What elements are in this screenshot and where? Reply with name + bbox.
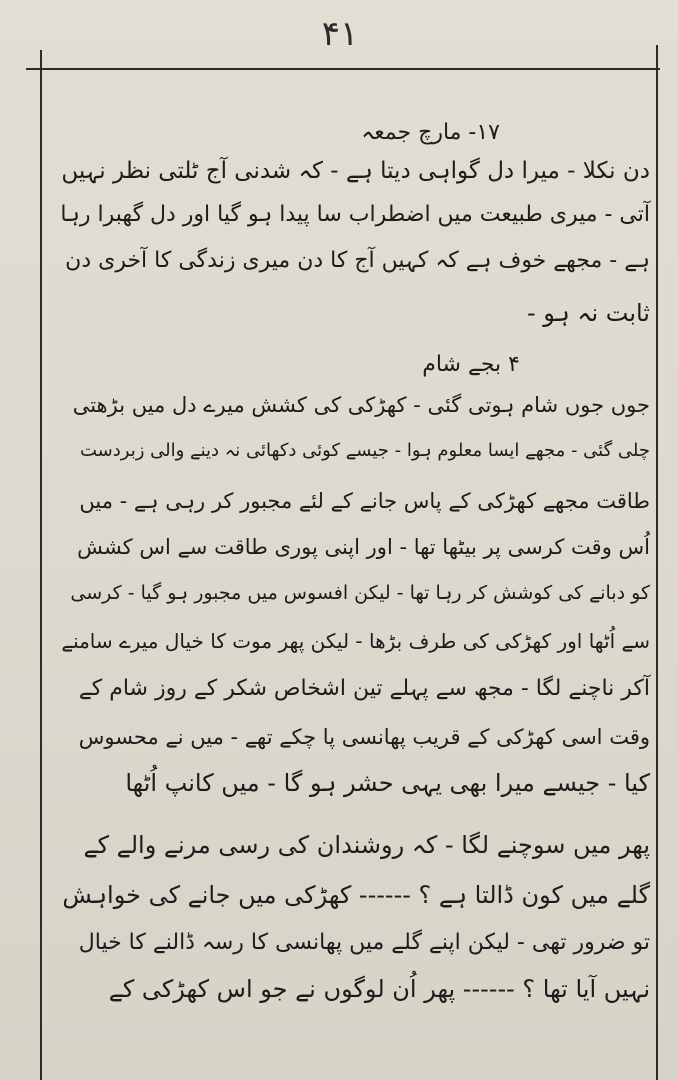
text-line: ثابت نہ ہو - bbox=[527, 299, 650, 327]
text-line: ہے - مجھے خوف ہے کہ کہیں آج کا دن میری زندگی کا آخری دن bbox=[65, 248, 650, 273]
text-line: طاقت مجھے کھڑکی کے پاس جانے کے لئے مجبور کر رہی ہے - میں bbox=[79, 489, 650, 513]
text-line: چلی گئی - مجھے ایسا معلوم ہوا - جیسے کوئی دکھائی نہ دینے والی زبردست bbox=[80, 440, 650, 461]
text-line: پھر میں سوچنے لگا - کہ روشندان کی رسی مرنے والے کے bbox=[83, 831, 650, 859]
frame-left-border bbox=[40, 50, 42, 1080]
text-line: کو دبانے کی کوشش کر رہا تھا - لیکن افسوس میں مجبور ہو گیا - کرسی bbox=[70, 582, 650, 604]
time-heading: ۴ بجے شام bbox=[422, 352, 520, 377]
text-line: دن نکلا - میرا دل گواہی دیتا ہے - کہ شدنی آج ٹلتی نظر نہیں bbox=[61, 158, 650, 184]
text-line: نہیں آیا تھا ؟ ------ پھر اُن لوگوں نے جو اس کھڑکی کے bbox=[108, 975, 650, 1003]
date-heading: ۱۷- مارچ جمعہ bbox=[361, 120, 500, 145]
page-number: ۴۱ bbox=[321, 14, 359, 54]
text-line: وقت اسی کھڑکی کے قریب پھانسی پا چکے تھے - میں نے محسوس bbox=[78, 725, 650, 749]
text-line: آکر ناچنے لگا - مجھ سے پہلے تین اشخاص شکر کے روز شام کے bbox=[78, 676, 650, 701]
text-line: تو ضرور تھی - لیکن اپنے گلے میں پھانسی کا رسہ ڈالنے کا خیال bbox=[78, 930, 650, 955]
frame-top-border bbox=[26, 68, 660, 70]
text-line: جوں جوں شام ہوتی گئی - کھڑکی کی کشش میرے دل میں بڑھتی bbox=[72, 393, 650, 417]
text-line: اُس وقت کرسی پر بیٹھا تھا - اور اپنی پوری طاقت سے اس کشش bbox=[77, 535, 650, 559]
text-line: آتی - میری طبیعت میں اضطراب سا پیدا ہو گیا اور دل گھبرا رہا bbox=[60, 202, 650, 227]
text-line: کیا - جیسے میرا بھی یہی حشر ہو گا - میں کانپ اُٹھا bbox=[125, 769, 650, 797]
frame-right-border bbox=[656, 45, 658, 1080]
text-line: سے اُٹھا اور کھڑکی کی طرف بڑھا - لیکن پھر موت کا خیال میرے سامنے bbox=[61, 629, 650, 653]
text-line: گلے میں کون ڈالتا ہے ؟ ------ کھڑکی میں جانے کی خواہش bbox=[62, 881, 650, 909]
